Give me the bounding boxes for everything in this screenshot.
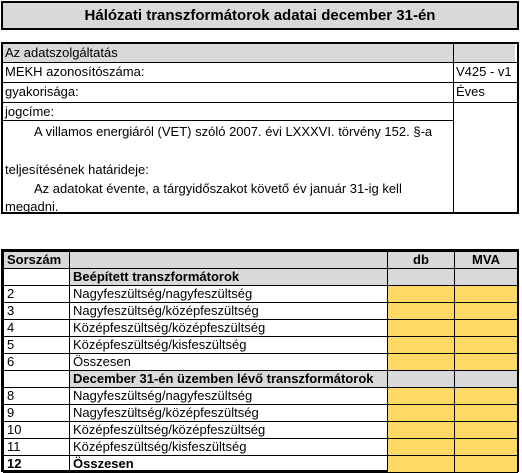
db-input[interactable] bbox=[388, 422, 455, 439]
row-number: 12 bbox=[4, 456, 70, 473]
mekh-label: MEKH azonosítószáma: bbox=[5, 64, 145, 79]
row-number: 10 bbox=[4, 422, 70, 439]
table-row bbox=[4, 422, 518, 439]
section-mva-cell bbox=[455, 269, 518, 286]
row-label: Középfeszültség/kisfeszültség bbox=[70, 337, 388, 354]
section-db-cell bbox=[388, 269, 455, 286]
row-label: Nagyfeszültség/nagyfeszültség bbox=[70, 286, 388, 303]
table-row bbox=[4, 354, 518, 371]
freq-label: gyakorisága: bbox=[5, 84, 79, 99]
freq-value: Éves bbox=[456, 84, 485, 99]
db-input[interactable] bbox=[388, 286, 455, 303]
db-input[interactable] bbox=[388, 303, 455, 320]
deadline-label: teljesítésének határideje: bbox=[5, 162, 149, 177]
row-label: Nagyfeszültség/középfeszültség bbox=[70, 405, 388, 422]
row-number: 2 bbox=[4, 286, 70, 303]
table-row bbox=[4, 388, 518, 405]
provider-label: Az adatszolgáltatás bbox=[5, 45, 118, 60]
deadline-text-2: megadni. bbox=[5, 199, 59, 214]
mva-input[interactable] bbox=[455, 405, 518, 422]
table-row bbox=[4, 286, 518, 303]
freq-row bbox=[3, 84, 453, 102]
provider-row bbox=[3, 44, 453, 62]
form-title: Hálózati transzformátorok adatai december 31-én bbox=[1, 1, 519, 30]
db-input[interactable] bbox=[388, 456, 455, 473]
col-header-label bbox=[70, 252, 388, 269]
table-row bbox=[4, 337, 518, 354]
row-label: Nagyfeszültség/középfeszültség bbox=[70, 303, 388, 320]
section-number-cell bbox=[4, 371, 70, 388]
mva-input[interactable] bbox=[455, 422, 518, 439]
section-number-cell bbox=[4, 269, 70, 286]
row-number: 4 bbox=[4, 320, 70, 337]
mva-input[interactable] bbox=[455, 439, 518, 456]
mekh-row bbox=[3, 64, 453, 82]
db-input[interactable] bbox=[388, 388, 455, 405]
db-input[interactable] bbox=[388, 405, 455, 422]
db-input[interactable] bbox=[388, 320, 455, 337]
info-line bbox=[3, 102, 517, 103]
table-row bbox=[4, 320, 518, 337]
row-number: 11 bbox=[4, 439, 70, 456]
db-input[interactable] bbox=[388, 354, 455, 371]
info-divider bbox=[453, 44, 454, 212]
mva-input[interactable] bbox=[455, 456, 518, 473]
col-header-mva: MVA bbox=[455, 252, 518, 269]
row-label: Összesen bbox=[70, 456, 388, 473]
row-number: 3 bbox=[4, 303, 70, 320]
table-row bbox=[4, 439, 518, 456]
section-title: December 31-én üzemben lévő transzformátorok bbox=[70, 371, 388, 388]
deadline-text-1: Az adatokat évente, a tárgyidőszakot követő év január 31-ig kell bbox=[34, 181, 402, 196]
table-row bbox=[4, 456, 518, 473]
info-line bbox=[3, 82, 517, 83]
row-label: Összesen bbox=[70, 354, 388, 371]
row-label: Középfeszültség/kisfeszültség bbox=[70, 439, 388, 456]
row-number: 6 bbox=[4, 354, 70, 371]
mva-input[interactable] bbox=[455, 354, 518, 371]
provider-value-cell bbox=[454, 44, 515, 62]
section-mva-cell bbox=[455, 371, 518, 388]
table-row bbox=[4, 303, 518, 320]
mva-input[interactable] bbox=[455, 337, 518, 354]
legal-text: A villamos energiáról (VET) szóló 2007. évi LXXXVI. törvény 152. §-a bbox=[34, 124, 433, 139]
row-label: Középfeszültség/középfeszültség bbox=[70, 320, 388, 337]
mva-input[interactable] bbox=[455, 286, 518, 303]
mekh-value: V425 - v1 bbox=[456, 64, 512, 79]
info-panel bbox=[1, 42, 519, 214]
transformer-table bbox=[1, 249, 519, 472]
section-db-cell bbox=[388, 371, 455, 388]
row-label: Középfeszültség/középfeszültség bbox=[70, 422, 388, 439]
info-line bbox=[3, 120, 453, 121]
row-label: Nagyfeszültség/nagyfeszültség bbox=[70, 388, 388, 405]
section-title: Beépített transzformátorok bbox=[70, 269, 388, 286]
mva-input[interactable] bbox=[455, 303, 518, 320]
mva-input[interactable] bbox=[455, 320, 518, 337]
col-header-db: db bbox=[388, 252, 455, 269]
col-header-number: Sorszám bbox=[4, 252, 70, 269]
row-number: 9 bbox=[4, 405, 70, 422]
info-line bbox=[3, 62, 517, 63]
db-input[interactable] bbox=[388, 337, 455, 354]
row-number: 8 bbox=[4, 388, 70, 405]
mva-input[interactable] bbox=[455, 388, 518, 405]
db-input[interactable] bbox=[388, 439, 455, 456]
row-number: 5 bbox=[4, 337, 70, 354]
legal-label: jogcíme: bbox=[5, 104, 55, 119]
table-row bbox=[4, 405, 518, 422]
